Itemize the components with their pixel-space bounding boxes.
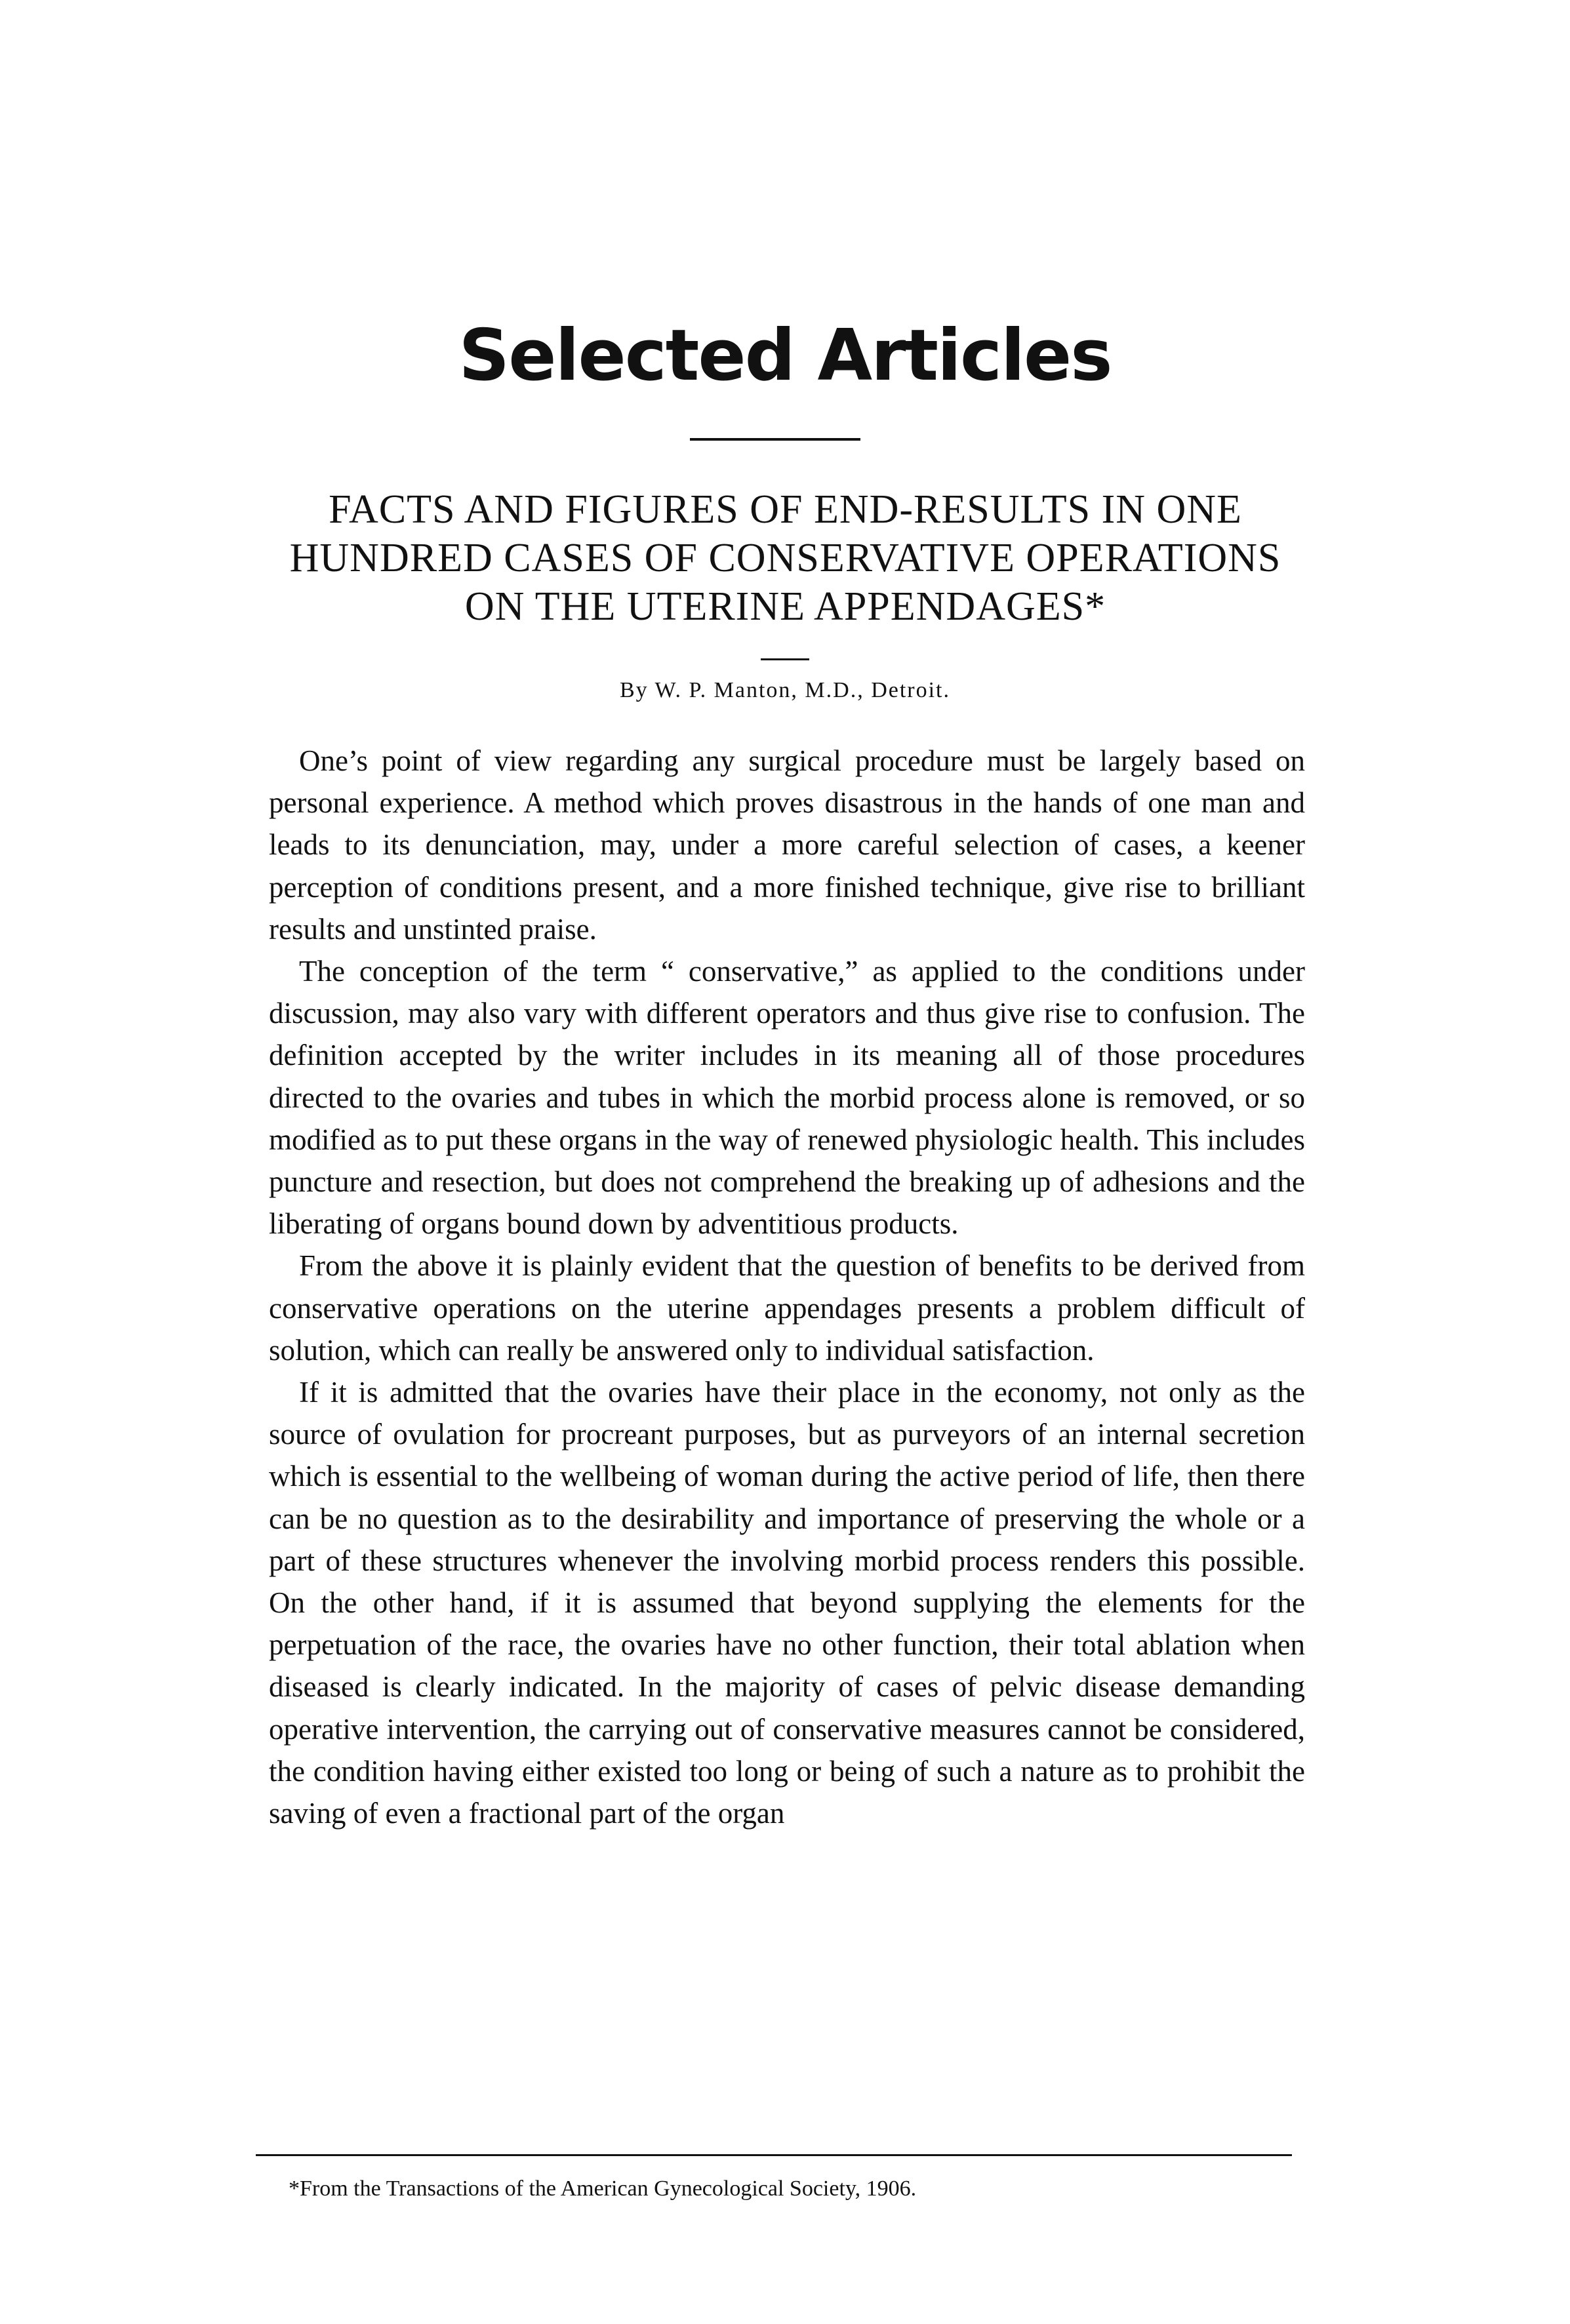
article-body — [269, 740, 1305, 1834]
body-paragraph: If it is admitted that the ovaries have their place in the economy, not only as the source of ovulation for procreant purposes, but as purveyors of an internal secretion which is essential to the wellbeing of woman during the active period of life, then there can be no question as to the desirability and importance of preserving the whole or a part of these structures whenever the involving morbid process renders this possible. On the other hand, if it is assumed that beyond supplying the elements for the perpetuation of the race, the ovaries have no other function, their total ablation when diseased is clearly indicated. In the majority of cases of pelvic disease demanding operative intervention, the carrying out of conservative measures cannot be considered, the condition having either existed too long or being of such a nature as to prohibit the saving of even a fractional part of the organ — [269, 1376, 1305, 1830]
body-paragraph: One’s point of view regarding any surgical procedure must be largely based on personal experience. A method which proves disastrous in the hands of one man and leads to its denunciation, may, under a more careful selection of cases, a keener perception of conditions present, and a more finished technique, give rise to brilliant results and unstinted praise. — [269, 744, 1305, 946]
section-heading: Selected Articles — [458, 315, 1112, 397]
body-paragraph: From the above it is plainly evident that the question of benefits to be derived from conservative operations on the uterine appendages presents a problem difficult of solution, which can really be answered only to individual satisfaction. — [269, 1249, 1305, 1367]
byline: By W. P. Manton, M.D., Detroit. — [619, 678, 951, 702]
heading-divider — [690, 438, 860, 441]
title-divider — [761, 658, 809, 660]
article-title: FACTS AND FIGURES OF END-RESULTS IN ONE HUNDRED CASES OF CONSERVATIVE OPERATIONS ON THE UTERINE APPENDAGES* — [289, 487, 1281, 629]
footnote: *From the Transactions of the American Gynecological Society, 1906. — [289, 2176, 917, 2201]
body-paragraph: The conception of the term “ conservative,” as applied to the conditions under discussion, may also vary with different operators and thus give rise to confusion. The definition accepted by the writer includes in its meaning all of those procedures directed to the ovaries and tubes in which the morbid process alone is removed, or so modified as to put these organs in the way of renewed physiologic health. This includes puncture and resection, but does not comprehend the breaking up of adhesions and the liberating of organs bound down by adventitious products. — [269, 955, 1305, 1241]
footnote-divider — [256, 2154, 1292, 2156]
